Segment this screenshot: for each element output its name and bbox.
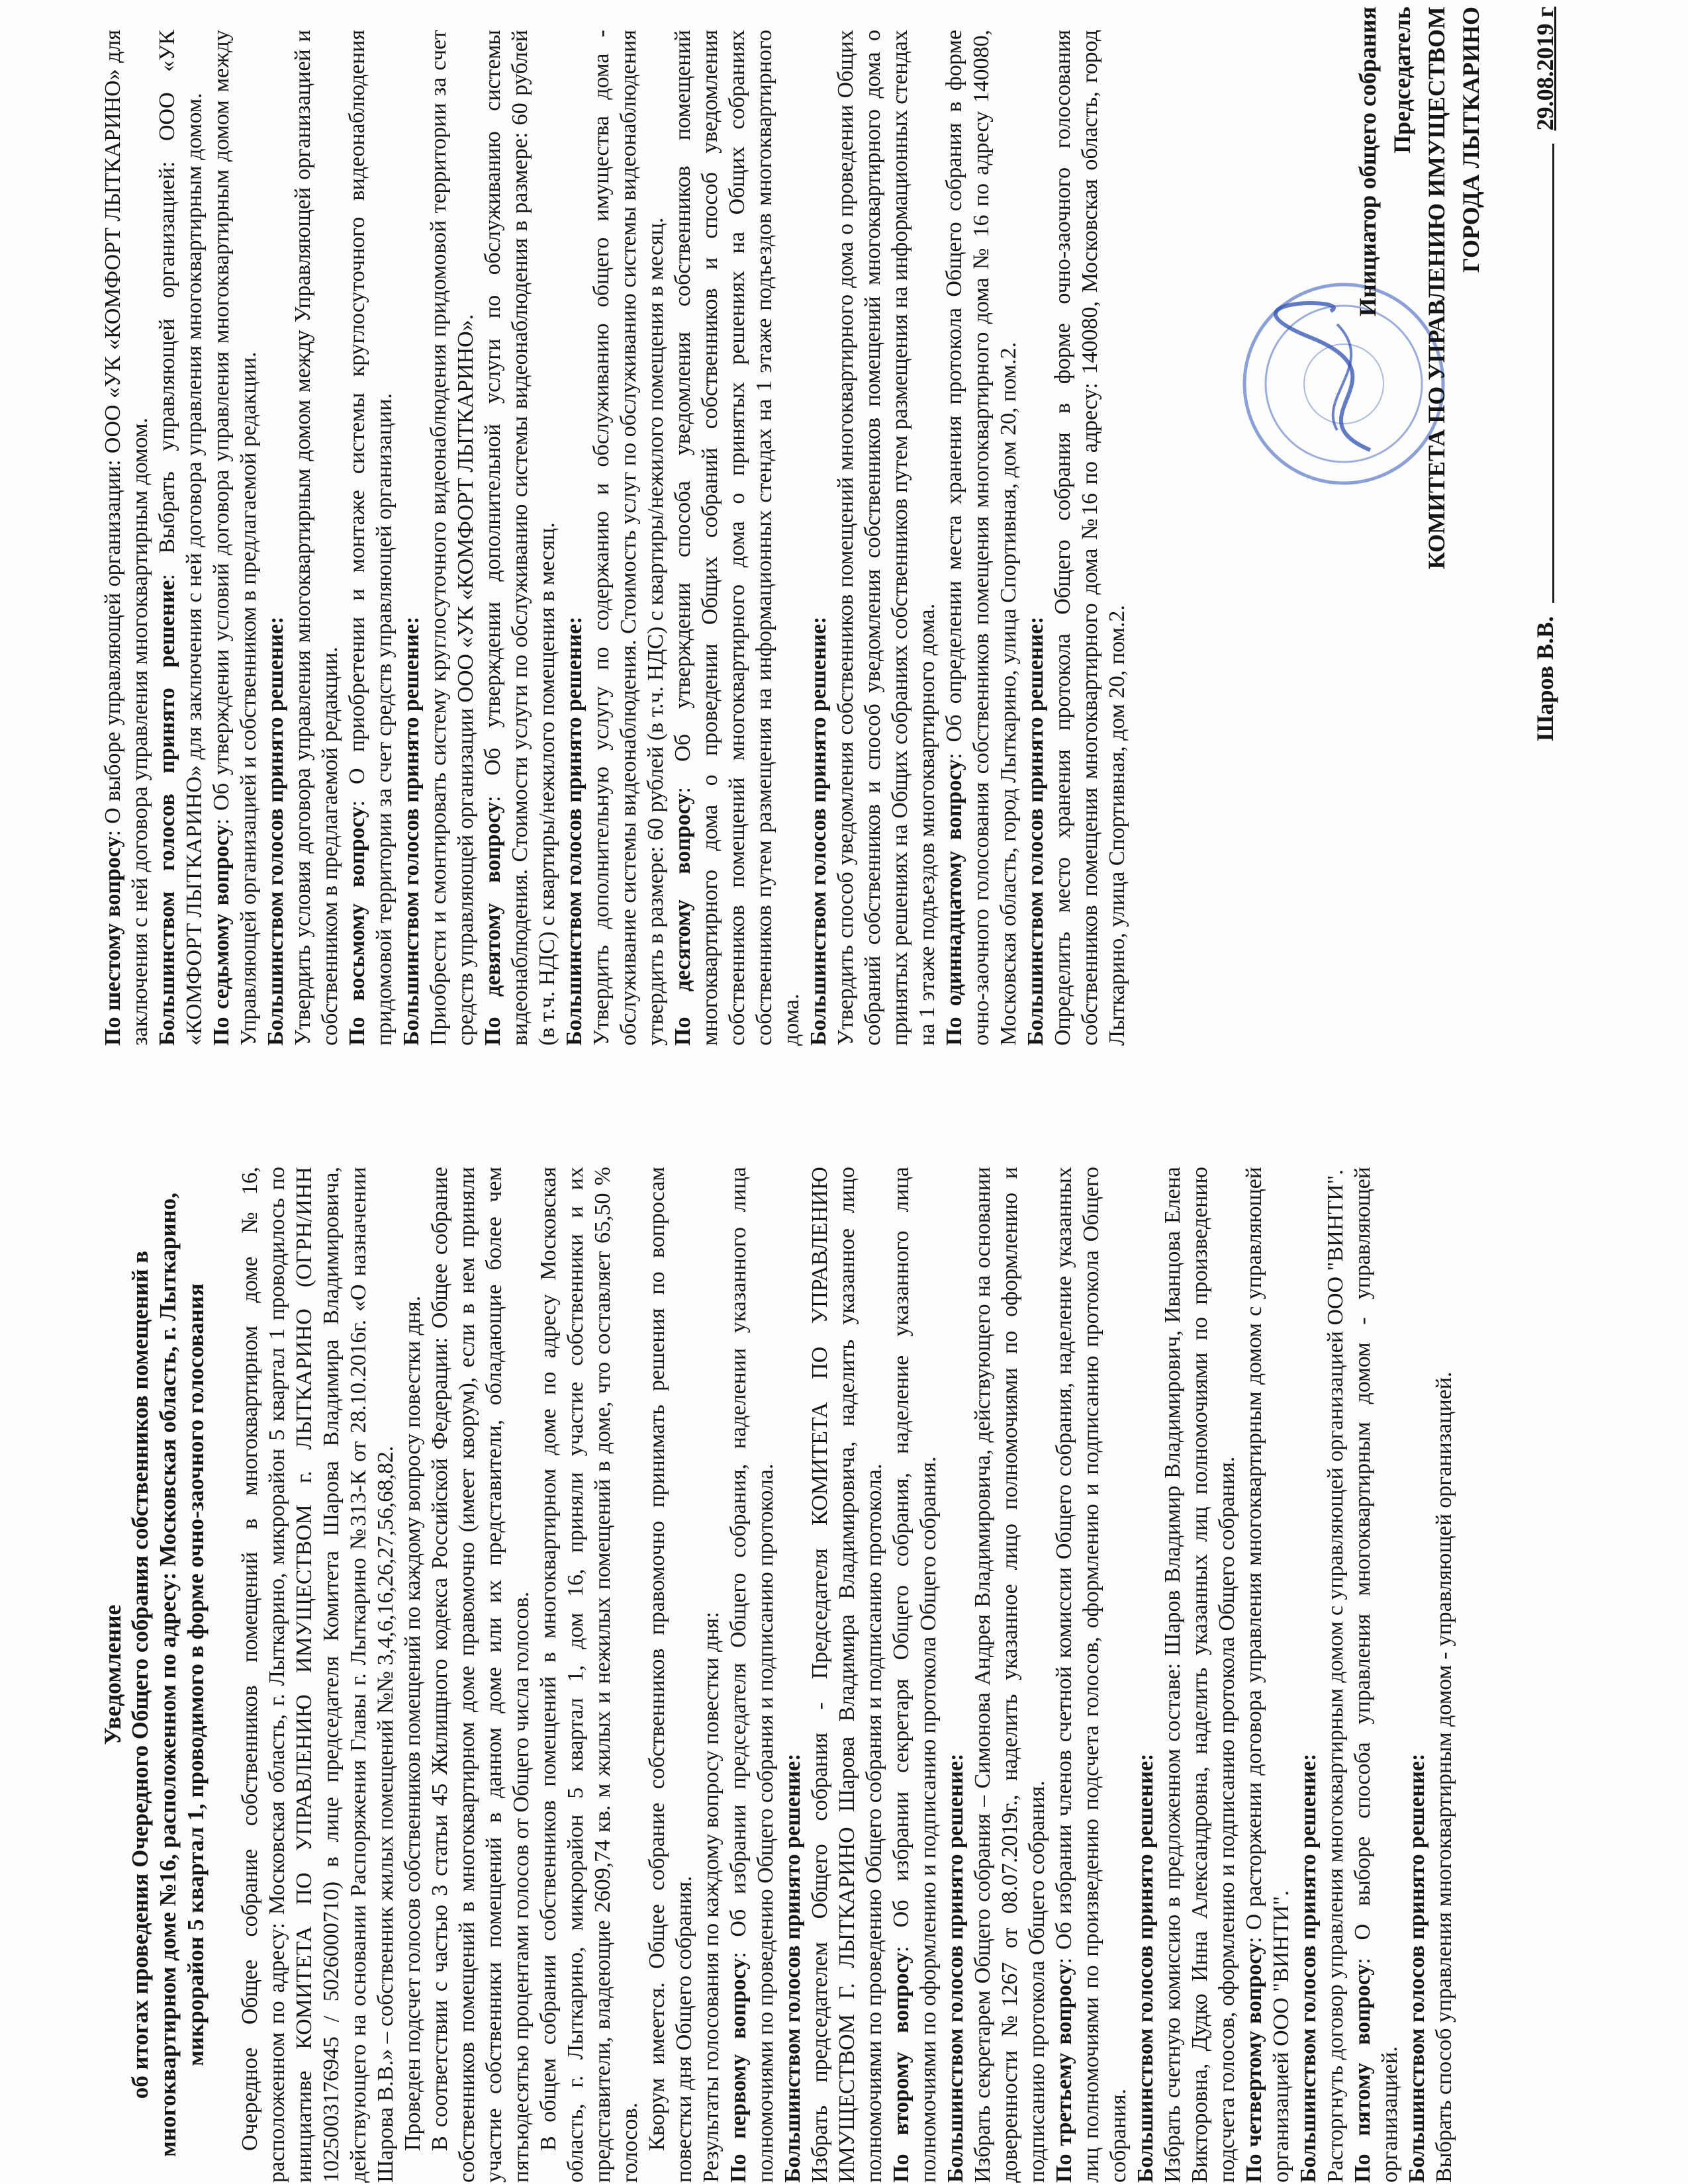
question-4-decision: Расторгнуть договор управления многоквартирным домом с управляющей организацией ООО "ВИНТИ".: [1323, 1169, 1348, 2183]
question-10-text: : Об утверждении способа уведомления собственников помещений многоквартирного дома о проведении Общих собраний собственников и способ уведомления собственников помещений многоквартирного дома о принятых решениях на Общих собраниях собственников путем размещения на информационных стендах на 1 этаже подъездов многоквартирного дома.: [671, 30, 804, 1046]
question-7-label: По седьмому вопросу: [209, 825, 234, 1046]
question-5-decision: Выбрать способ управления многоквартирным домом - управляющей организацией.: [1432, 1371, 1456, 2183]
question-3-result: Большинством голосов принято решение:: [1133, 1753, 1158, 2183]
signature-date: 29.08.2019 г: [1532, 7, 1558, 131]
question-1-result: Большинством голосов принято решение:: [780, 1753, 805, 2183]
question-7: [208, 30, 262, 1046]
question-1-label: По первому вопросу: [726, 1958, 751, 2183]
quorum-result: Кворум имеется. Общее собрание собственников правомочно принимать решения по вопросам повестки дня Общего собрания.: [645, 1167, 696, 2183]
question-6-label: По шестому вопросу: [101, 836, 125, 1046]
question-3: [1051, 1167, 1132, 2183]
question-3-label: По третьему вопросу: [1052, 1964, 1076, 2183]
notice-header: [99, 1167, 210, 2183]
question-4: [1241, 1167, 1295, 2183]
signatory-name: Шаров В.В.: [1532, 615, 1558, 741]
question-10-label: По десятому вопросу: [671, 793, 695, 1046]
question-8-result: Большинством голосов принято решение:: [399, 616, 424, 1046]
question-8-text: : О приобретении и монтаже системы круглосуточного видеонаблюдения придомовой территории за счет средств управляющей организации.: [345, 30, 397, 1046]
question-6: [99, 30, 154, 1046]
notice-subtitle-line-1: об итогах проведения Очередного Общего собрания собственников помещений в: [127, 1250, 153, 2099]
question-11-text: : Об определении места хранения протокола Общего собрания в форме очно-заочного голосования собственников помещения многоквартирного дома № 16 по адресу 140080, Московская область, город Лыткарино, улица Спортивная, дом 20, пом.2.: [942, 30, 1021, 1046]
question-10-result: Большинством голосов принято решение:: [806, 616, 831, 1046]
signature-block: [1350, 7, 1562, 741]
question-9: [479, 30, 561, 1046]
question-8-label: По восьмому вопросу: [345, 806, 369, 1046]
question-5-label: По пятому вопросу: [1350, 1964, 1375, 2183]
count-note: Проведен подсчет голосов собственников помещений по каждому вопросу повестки дня.: [400, 1295, 425, 2151]
question-6-text: : О выборе управляющей организации: ООО «УК «КОМФОРТ ЛЫТКАРИНО» для заключения с ней договора управления многоквартирным домом.: [101, 30, 152, 1046]
question-9-label: По девятому вопросу: [481, 801, 505, 1046]
signature-row: [1528, 7, 1562, 741]
signature-organization: КОМИТЕТА ПО УПРАВЛЕНИЮ ИМУЩЕСТВОМ: [1423, 7, 1450, 570]
results-intro: Результаты голосования по каждому вопросу повестки дня:: [699, 1612, 724, 2183]
question-5-text: : О выборе способа управления многоквартирным домом - управляющей организацией.: [1350, 1167, 1402, 2183]
question-4-label: По четвертому вопросу: [1242, 1942, 1266, 2183]
question-6-result: Большинством голосов принято решение: [155, 580, 179, 1046]
question-8-decision: Приобрести и смонтировать систему круглосуточного видеонаблюдения придомовой территории за счет средств управляющей организации ООО «УК «КОМФОРТ ЛЫТКАРИНО».: [426, 30, 478, 1046]
intro-paragraph: Очередное Общее собрание собственников помещений в многоквартирном доме №16, расположенном по адресу: Московская область, г. Лыткарино, микрорайон 5 квартал 1 проводилось по инициативе КОМИТЕТА ПО УПРАВЛЕНИЮ ИМУЩЕСТВОМ г. ЛЫТКАРИНО (ОГРН/ИНН 1025003176945 / 5026000710) в лице председателя Комитета Шарова Владимира Владимировича, действующего на основании Распоряжения Главы г. Лыткарино №313-К от 28.10.2016г. «О назначении Шарова В.В.» – собственник жилых помещений №№ 3,4,6,16,26,27,56,68,82.: [238, 1167, 398, 2183]
notice-subtitle-line-3: микрорайон 5 квартал 1, проводимого в форме очно-заочного голосования: [183, 1283, 209, 2066]
question-11-result: Большинством голосов принято решение:: [1023, 616, 1048, 1046]
question-3-decision: Избрать счетную комиссию в предложенном составе: Шаров Владимир Владимирович, Иванцова Елена Викторовна, Дудко Инна Александровна, наделить указанных лиц полномочиями по произведению подсчета голосов, оформлению и подписанию протокола Общего собрания.: [1160, 1167, 1239, 2183]
question-2-label: По второму вопросу: [889, 1952, 914, 2183]
question-9-text: : Об утверждении дополнительной услуги по обслуживанию системы видеонаблюдения. Стоимости услуги по обслуживанию системы видеонаблюдения в размере: 60 рублей (в т.ч. НДС) с квартиры/нежилого помещения в месяц.: [481, 30, 559, 1046]
question-10: [669, 30, 805, 1046]
question-6-result-line: [154, 30, 208, 1046]
question-2: [888, 1167, 942, 2183]
question-7-decision: Утвердить условия договора управления многоквартирным домом между Управляющей организацией и собственником в предлагаемой редакции.: [291, 30, 342, 1046]
notice-title: Уведомление: [99, 1604, 126, 1745]
signature-underline: [1528, 144, 1554, 603]
question-9-result: Большинством голосов принято решение:: [562, 616, 586, 1046]
left-column: [99, 1167, 1458, 2183]
notice-subtitle-line-2: многоквартирном доме №16, расположенном по адресу: Московская область, г. Лыткарино,: [155, 1193, 181, 2157]
question-7-text: : Об утверждении условий договора управления многоквартирным домом между Управляющей организацией и собственником в предлагаемой редакции.: [209, 30, 261, 1046]
question-4-text: : О расторжении договора управления многоквартирным домом с управляющей организацией ООО "ВИНТИ".: [1242, 1167, 1293, 2183]
question-5: [1349, 1167, 1403, 2183]
question-2-result: Большинством голосов принято решение:: [943, 1753, 968, 2183]
question-4-result: Большинством голосов принято решение:: [1296, 1753, 1321, 2183]
question-7-result: Большинством голосов принято решение:: [263, 616, 288, 1046]
signature-position: Председатель: [1389, 7, 1415, 154]
question-6-decision: : Выбрать управляющей организацией: ООО «УК «КОМФОРТ ЛЫТКАРИНО» для заключения с ней договора управления многоквартирным домом.: [155, 30, 207, 1046]
question-9-decision: Утвердить дополнительную услугу по содержанию и обслуживанию общего имущества дома - обслуживание системы видеонаблюдения. Стоимость услуг по обслуживанию системы видеонаблюдения утвердить в размере: 60 рублей (в т.ч. НДС) с квартиры/нежилого помещения в месяц.: [589, 30, 668, 1046]
participation-paragraph: В общем собрании собственников помещений в многоквартирном доме по адресу Московская область, г. Лыткарино, микрорайон 5 квартал 1, дом 16, приняли участие собственники и их представители, владеющие 2609,74 кв. м жилых и нежилых помещений в доме, что составляет 65,50 % голосов.: [536, 1167, 642, 2183]
question-1: [725, 1167, 779, 2183]
question-2-text: : Об избрании секретаря Общего собрания, наделение указанного лица полномочиями по оформлению и подписанию протокола Общего собрания.: [889, 1167, 941, 2183]
question-2-decision: Избрать секретарем Общего собрания – Симонова Андрея Владимировича, действующего на основании доверенности №1267 от 08.07.2019г., наделить указанное лицо полномочиями по оформлению и подписанию протокола Общего собрания.: [970, 1167, 1049, 2183]
question-11: [941, 30, 1022, 1046]
question-1-text: : Об избрании председателя Общего собрания, наделении указанного лица полномочиями по проведению Общего собрания и подписанию протокола.: [726, 1166, 778, 2183]
question-11-decision: Определить место хранения протокола Общего собрания в форме очно-заочного голосования собственников помещения многоквартирного дома №16 по адресу: 140080, Московская область, город Лыткарино, улица Спортивная, дом 20, пом.2.: [1051, 30, 1129, 1046]
signature-city: ГОРОДА ЛЫТКАРИНО: [1458, 7, 1484, 273]
question-1-decision: Избрать председателем Общего собрания - Председателя КОМИТЕТА ПО УПРАВЛЕНИЮ ИМУЩЕСТВОМ Г. ЛЫТКАРИНО Шарова Владимира Владимировича, наделить указанное лицо полномочиями по проведению Общего собрания и подписанию протокола.: [808, 1167, 886, 2183]
right-column: [99, 30, 1131, 1046]
question-11-label: По одиннадцатому вопросу: [942, 759, 966, 1046]
question-8: [344, 30, 398, 1046]
question-3-text: : Об избрании членов счетной комиссии Общего собрания, наделение указанных лиц полномочиями по произведению подсчета голосов, оформлению и подписанию протокола Общего собрания.: [1052, 1166, 1131, 2183]
question-10-decision: Утвердить способ уведомления собственников помещений многоквартирного дома о проведении Общих собраний собственников и способ уведомления собственников помещений многоквартирного дома о принятых решениях на Общих собраниях собственников путем размещения на информационных стендах на 1 этаже подъездов многоквартирного дома.: [833, 30, 939, 1046]
quorum-law-paragraph: В соответствии с частью 3 статьи 45 Жилищного кодекса Российской Федерации: Общее собрание собственников помещений в многоквартирном доме правомочно (имеет кворум), если в нем приняли участие собственники помещений в данном доме или их представители, обладающие более чем пятьюдесятью процентами голосов от Общего числа голосов.: [428, 1167, 534, 2183]
signature-initiator: Инициатор общего собрания: [1354, 7, 1381, 317]
question-5-result: Большинством голосов принято решение:: [1405, 1753, 1429, 2183]
